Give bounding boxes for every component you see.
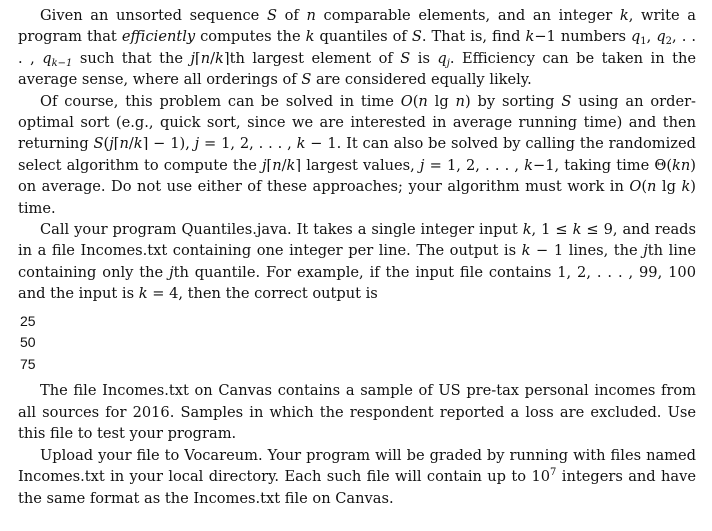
emphasis-efficiently: efficiently bbox=[121, 28, 196, 46]
example-output-line: 25 bbox=[20, 312, 36, 329]
example-output-block bbox=[18, 311, 696, 376]
paragraph-incomes-file: The file Incomes.txt on Canvas contains a sample of US pre-tax personal incomes from all sources for 2016. Samples in which the respondent reported a loss are excluded. Use this file to test your program. bbox=[18, 382, 696, 443]
example-output-line: 75 bbox=[20, 355, 36, 372]
paragraph-program-spec: Call your program Quantiles.java. It takes a single integer input k, 1 ≤ k ≤ 9, and reads in a file Incomes.txt containing one integer per line. The output is k − 1 lines, the jth line containing only the jth quantile. For example, if the input file contains 1, 2, . . . , 99, 100 and the input is k = 4, then the correct output is bbox=[18, 221, 697, 303]
paragraph-naive-approaches: Of course, this problem can be solved in time O(n lg n) by sorting S using an order-optimal sort (e.g., quick sort, since we are interested in average running time) and then returning S(j⌈n/k⌉ − 1), j = 1, 2, . . . , k − 1. It can also be solved by calling the randomized select algorithm to compute the j⌈n/k⌉ largest values, j = 1, 2, . . . , k−1, taking time Θ(kn) on average. Do not use either of these approaches; your algorithm must work in O(n lg k) time. bbox=[18, 92, 696, 217]
example-output-line: 50 bbox=[20, 334, 36, 351]
paragraph-submission: Upload your file to Vocareum. Your program will be graded by running with files named Incomes.txt in your local directory. Each such file will contain up to $10^7$ integers and have the same format as the Incomes.txt file on Canvas. bbox=[18, 446, 696, 507]
paragraph-problem-statement: Given an unsorted sequence S of n comparable elements, and an integer k, write a program that efficiently computes the k quantiles of S. That is, find k−1 numbers $q_1$, $q_2$, . . . , $q_{k-1}$ such that the j⌈n/k⌉th largest element of S is $q_j$. Efficiency can be taken in the average sense, where all orderings of S are considered equally likely. bbox=[18, 7, 696, 89]
